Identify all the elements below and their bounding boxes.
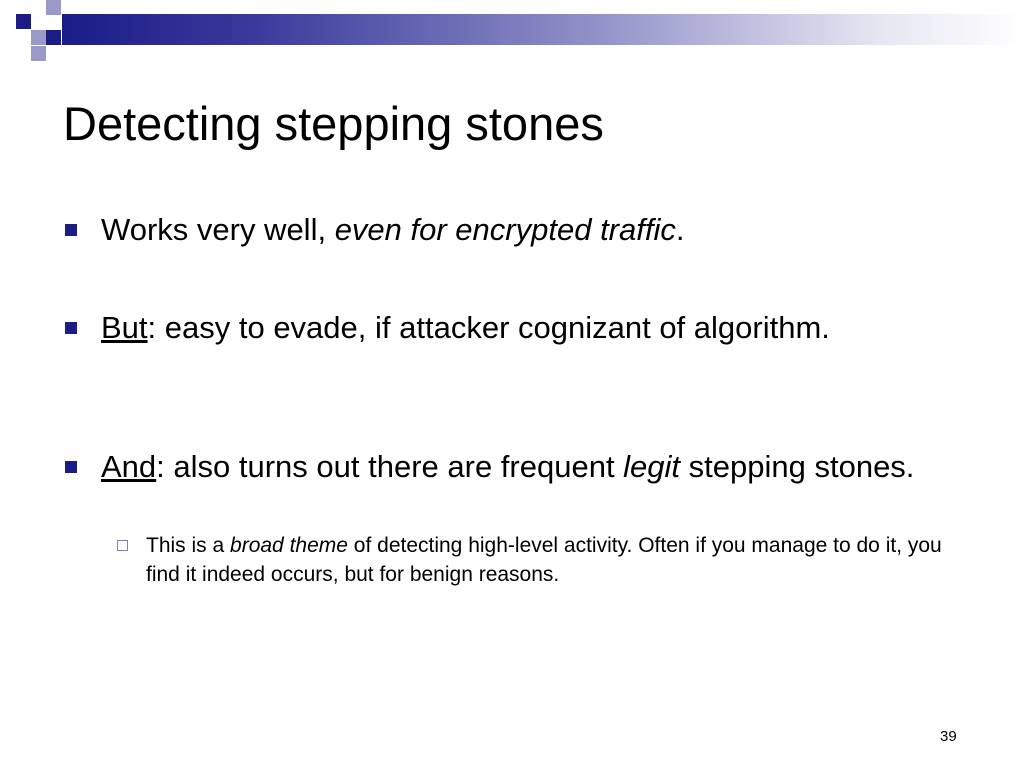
bullet-text: Works very well, [101,212,335,247]
square-bullet-icon [65,224,77,236]
sub-bullet-text: This is a [146,534,231,557]
sub-bullet-item [146,531,946,589]
bullet-text: : easy to evade, if attacker cognizant of algorithm. [147,310,830,345]
bullet-text: . [675,212,685,247]
decor-square [31,46,46,61]
square-bullet-icon [65,322,77,334]
bullet-text: : also turns out there are frequent [156,449,624,484]
slide-decoration [0,0,1024,62]
hollow-square-bullet-icon [117,540,128,551]
decor-square [46,30,61,45]
decor-square [31,30,46,45]
slide-title: Detecting stepping stones [63,97,604,150]
sub-bullet-text-italic: broad theme [230,534,348,557]
bullet-item [101,307,981,348]
decor-square [16,14,31,29]
bullet-text-underlined: But [101,310,148,345]
bullet-text-italic: legit [623,449,681,484]
decor-square [46,0,61,15]
header-gradient-bar [62,14,1024,45]
bullet-item [101,446,981,487]
bullet-text: stepping stones. [680,449,915,484]
bullet-text-underlined: And [101,449,157,484]
bullet-text-italic: even for encrypted traffic [334,212,676,247]
square-bullet-icon [65,461,77,473]
sub-bullet-text: of detecting high-level activity. Often if you manage to do it, you find it indeed occurs, but for benign reasons. [146,534,942,586]
page-number: 39 [940,728,957,745]
bullet-item [101,209,981,250]
